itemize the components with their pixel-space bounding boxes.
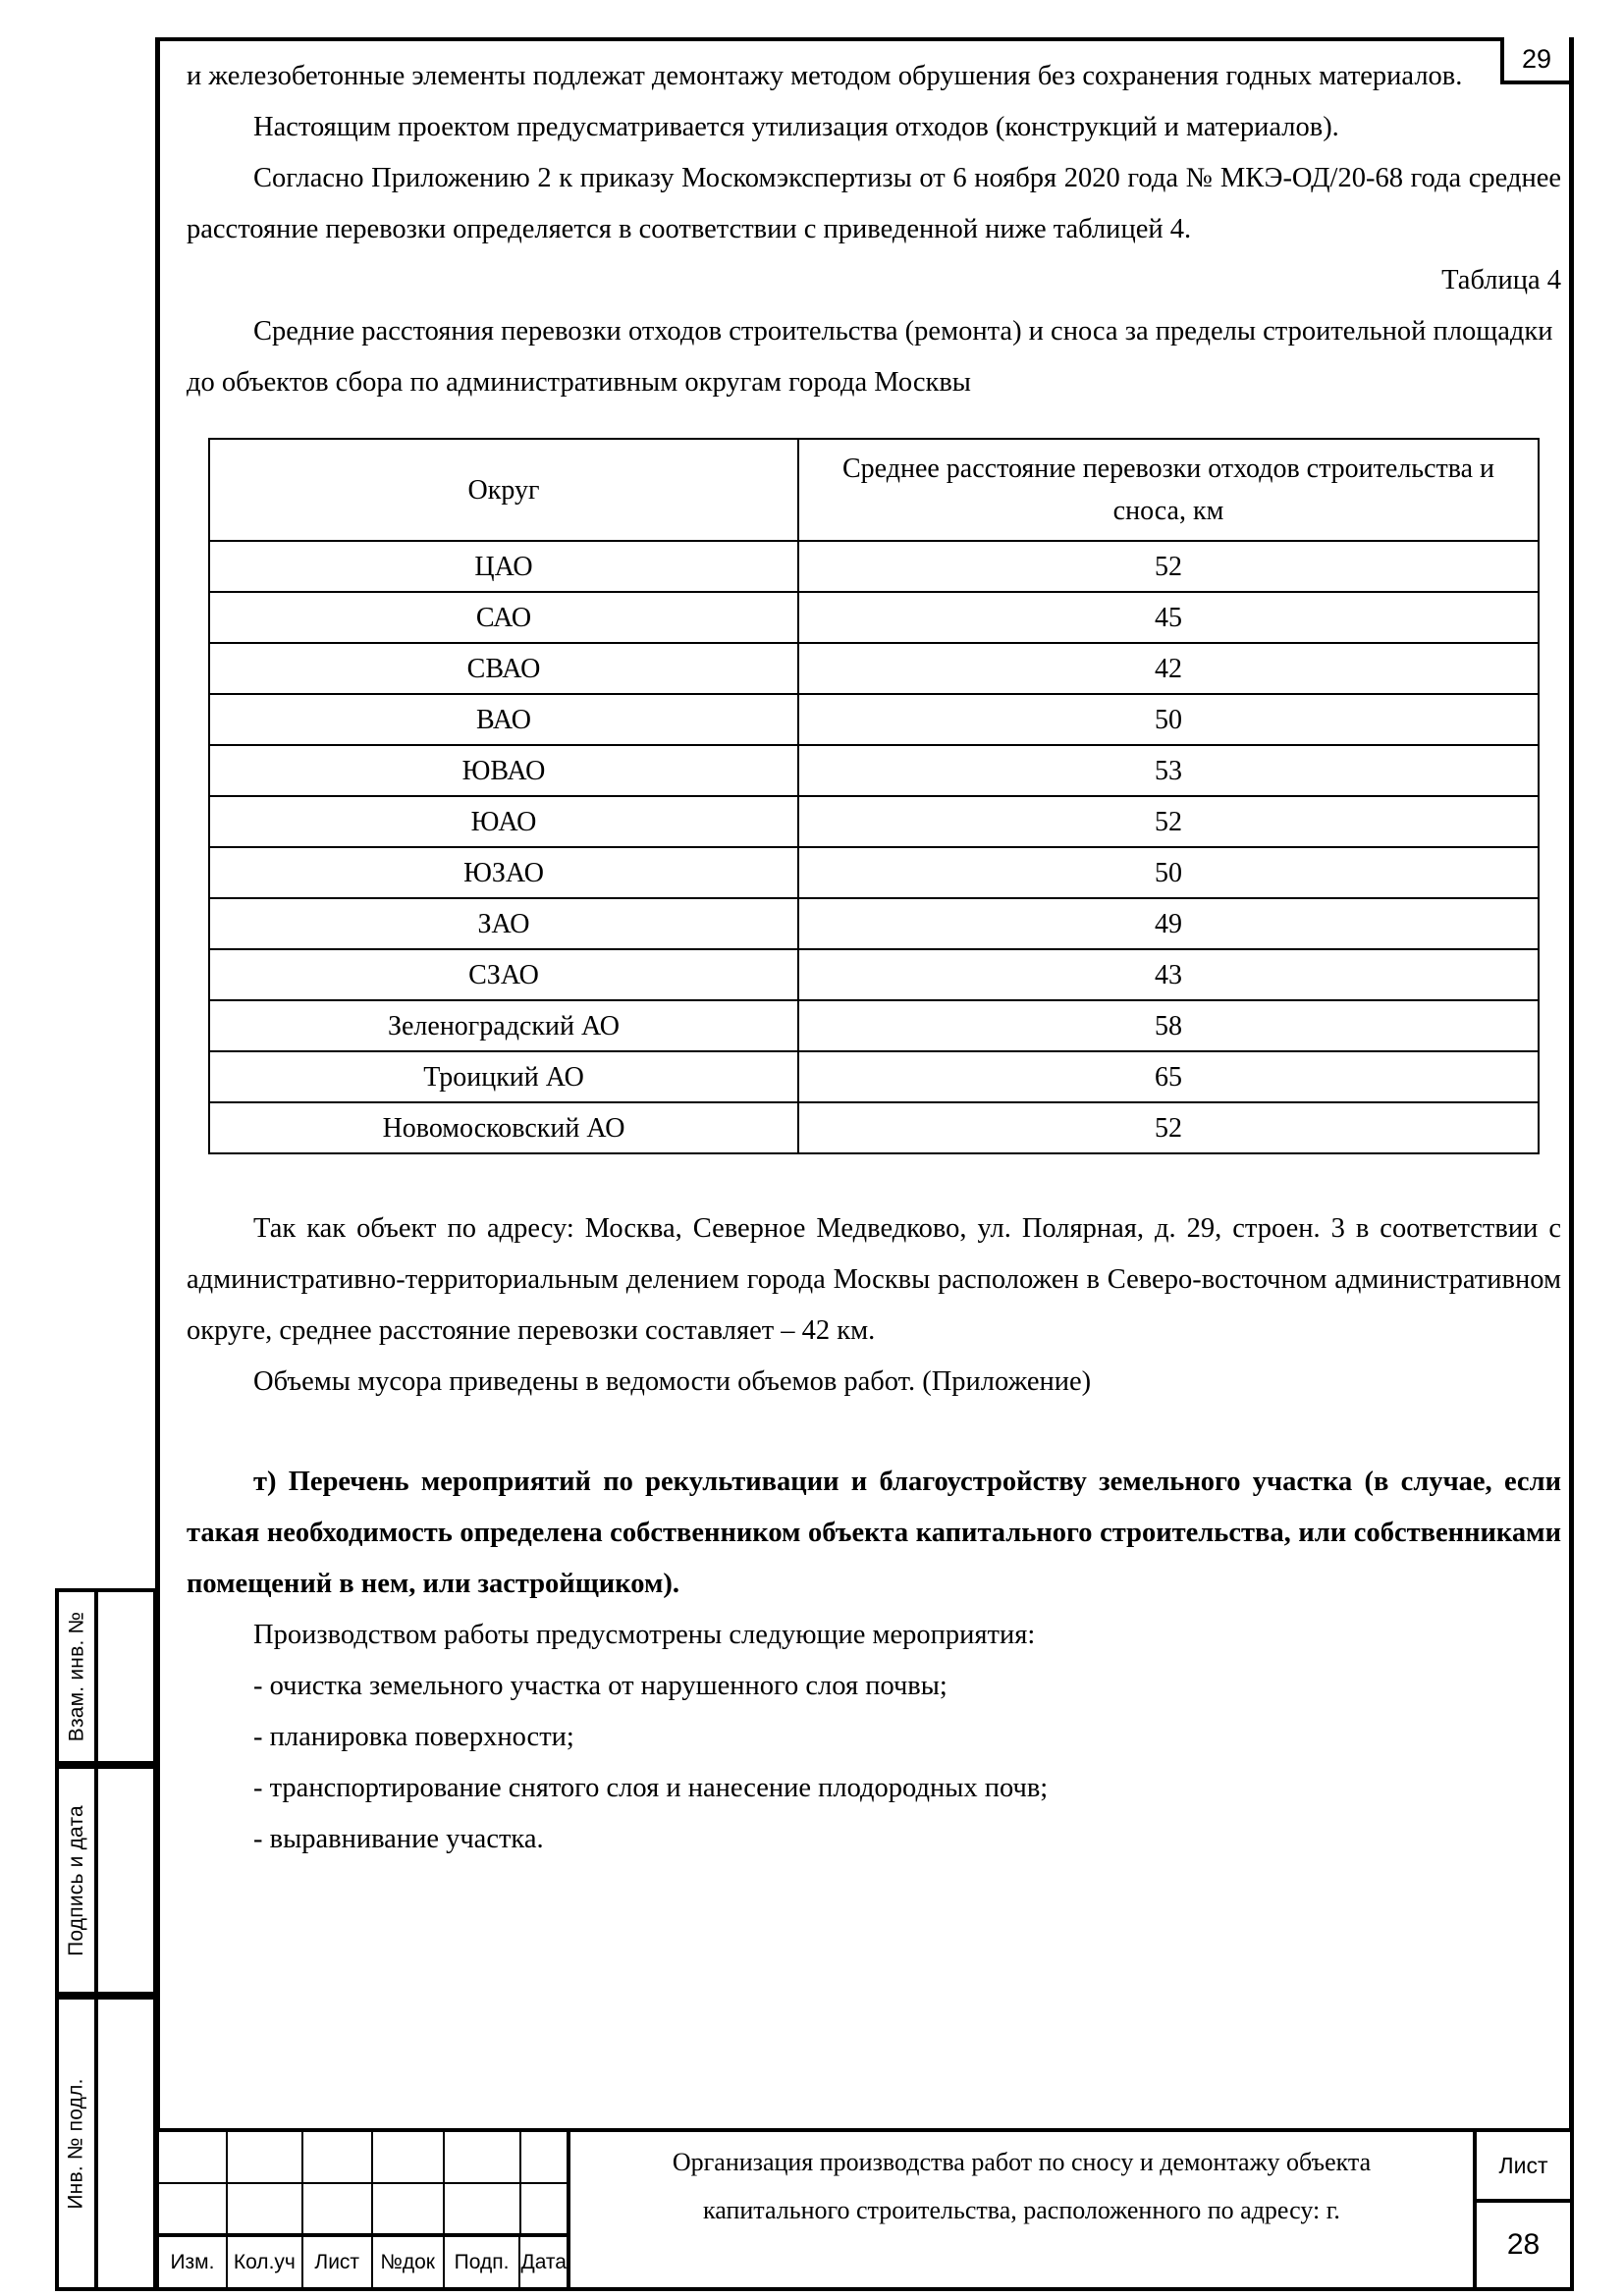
table-header-distance: Среднее расстояние перевозки отходов строительства и сноса, км [798,439,1539,541]
cell-distance: 50 [798,847,1539,898]
stamp-blank-cell[interactable] [98,1592,153,1761]
revision-header-izm: Изм. [159,2237,228,2287]
cell-okrug: СВАО [209,643,798,694]
cell-okrug: ЮВАО [209,745,798,796]
table-row [209,796,1539,847]
cell-okrug: ЮЗАО [209,847,798,898]
stamp-blank-cell[interactable] [98,2000,153,2287]
cell-distance: 49 [798,898,1539,949]
sheet-info [1477,2132,1570,2287]
cell-distance: 50 [798,694,1539,745]
revision-cell[interactable] [373,2184,445,2234]
section-heading-reclamation: т) Перечень мероприятий по рекультивации и благоустройству земельного участка (в случае, если такая необходимость определена собственником объекта капитального строительства, или собственниками помещений в нем, или застройщиком). [187,1467,1561,1599]
revision-cell[interactable] [445,2132,521,2182]
table-row [209,541,1539,592]
table-row [209,592,1539,643]
stamp-label-text: Подпись и дата [65,1804,87,1956]
stamp-label-cell [59,1592,98,1761]
cell-okrug: ВАО [209,694,798,745]
table-caption: Средние расстояния перевозки отходов строительства (ремонта) и сноса за пределы строительной площадки до объектов сбора по административным округам города Москвы [187,316,1553,398]
revision-cell[interactable] [303,2132,373,2182]
revision-row-empty [159,2132,567,2184]
average-transport-distance-table [208,438,1540,1154]
cell-distance: 52 [798,1102,1539,1153]
revision-cell[interactable] [228,2132,303,2182]
section-spacer [187,1408,1561,1457]
stamp-label-text: Инв. № подл. [65,2077,87,2210]
stamp-label-cell [59,1769,98,1992]
cell-okrug: ЦАО [209,541,798,592]
stamp-vzam-inv-no [55,1588,157,1765]
revision-header-data: Дата [520,2250,567,2273]
stamp-podpis-i-data [55,1765,157,1996]
revision-header-list: Лист [303,2237,373,2287]
cell-distance: 43 [798,949,1539,1000]
paragraph-continuation: и железобетонные элементы подлежат демонтажу методом обрушения без сохранения годных материалов. [187,61,1463,91]
stamp-inv-no-podl [55,1996,157,2291]
page-frame-right-edge [1569,84,1574,2156]
cell-okrug: Троицкий АО [209,1051,798,1102]
table-row [209,1102,1539,1153]
paragraph-order-reference: Согласно Приложению 2 к приказу Москомэкспертизы от 6 ноября 2020 года № МКЭ-ОД/20-68 года среднее расстояние перевозки определяется в соответствии с приведенной ниже таблицей 4. [187,163,1561,244]
table-row [209,847,1539,898]
cell-distance: 58 [798,1000,1539,1051]
revision-cell[interactable] [159,2184,228,2234]
table-bottom-spacer [187,1154,1561,1203]
table-row [209,745,1539,796]
project-title-line-1: Организация производства работ по сносу и демонтажу объекта [672,2148,1372,2176]
revision-header-nomerdok: №док [373,2237,445,2287]
table-row [209,1051,1539,1102]
cell-okrug: СЗАО [209,949,798,1000]
list-item: - очистка земельного участка от нарушенного слоя почвы; [253,1671,947,1701]
table-row [209,949,1539,1000]
paragraph-utilization: Настоящим проектом предусматривается утилизация отходов (конструкций и материалов). [253,112,1339,142]
table-row [209,643,1539,694]
revision-cell[interactable] [159,2132,228,2182]
table-header-row [209,439,1539,541]
measures-intro: Производством работы предусмотрены следующие мероприятия: [253,1620,1036,1650]
revision-cell[interactable] [521,2184,567,2234]
cell-distance: 65 [798,1051,1539,1102]
sheet-label: Лист [1477,2132,1570,2203]
revision-cell[interactable] [303,2184,373,2234]
cell-distance: 52 [798,541,1539,592]
stamp-blank-cell[interactable] [98,1769,153,1992]
table-number-label: Таблица 4 [1441,265,1561,295]
cell-okrug: Новомосковский АО [209,1102,798,1153]
revision-cell[interactable] [521,2132,567,2182]
revision-header-podp: Подп. [445,2237,521,2287]
cell-distance: 42 [798,643,1539,694]
table-row [209,1000,1539,1051]
list-item: - выравнивание участка. [253,1824,544,1854]
page-number-value: 29 [1521,43,1552,74]
list-item: - планировка поверхности; [253,1722,574,1752]
revision-row-empty [159,2184,567,2238]
sheet-number: 28 [1506,2228,1541,2261]
title-block [155,2128,1574,2291]
project-title-line-2: капитального строительства, расположенного по адресу: г. [703,2196,1340,2224]
cell-distance: 52 [798,796,1539,847]
revision-header-row [159,2237,567,2287]
cell-okrug: Зеленоградский АО [209,1000,798,1051]
table-body [209,541,1539,1153]
cell-okrug: САО [209,592,798,643]
table-row [209,898,1539,949]
project-title [570,2132,1477,2287]
revision-header-koluch: Кол.уч [228,2237,303,2287]
stamp-label-cell [59,2000,98,2287]
revision-cell[interactable] [373,2132,445,2182]
paragraph-waste-volumes: Объемы мусора приведены в ведомости объемов работ. (Приложение) [253,1366,1092,1397]
page-number-box [1500,37,1574,84]
revision-cell[interactable] [228,2184,303,2234]
cell-okrug: ЮАО [209,796,798,847]
document-body [187,51,1561,1865]
table-header-okrug: Округ [209,439,798,541]
revision-grid [159,2132,570,2287]
cell-okrug: ЗАО [209,898,798,949]
paragraph-object-address: Так как объект по адресу: Москва, Северное Медведково, ул. Полярная, д. 29, строен. 3 в соответствии с административно-территориальным делением города Москвы расположен в Северо-восточном административном округе, среднее расстояние перевозки составляет – 42 км. [187,1213,1561,1346]
list-item: - транспортирование снятого слоя и нанесение плодородных почв; [253,1773,1049,1803]
stamp-label-text: Взам. инв. № [65,1611,88,1742]
cell-distance: 45 [798,592,1539,643]
revision-cell[interactable] [445,2184,521,2234]
cell-distance: 53 [798,745,1539,796]
table-row [209,694,1539,745]
